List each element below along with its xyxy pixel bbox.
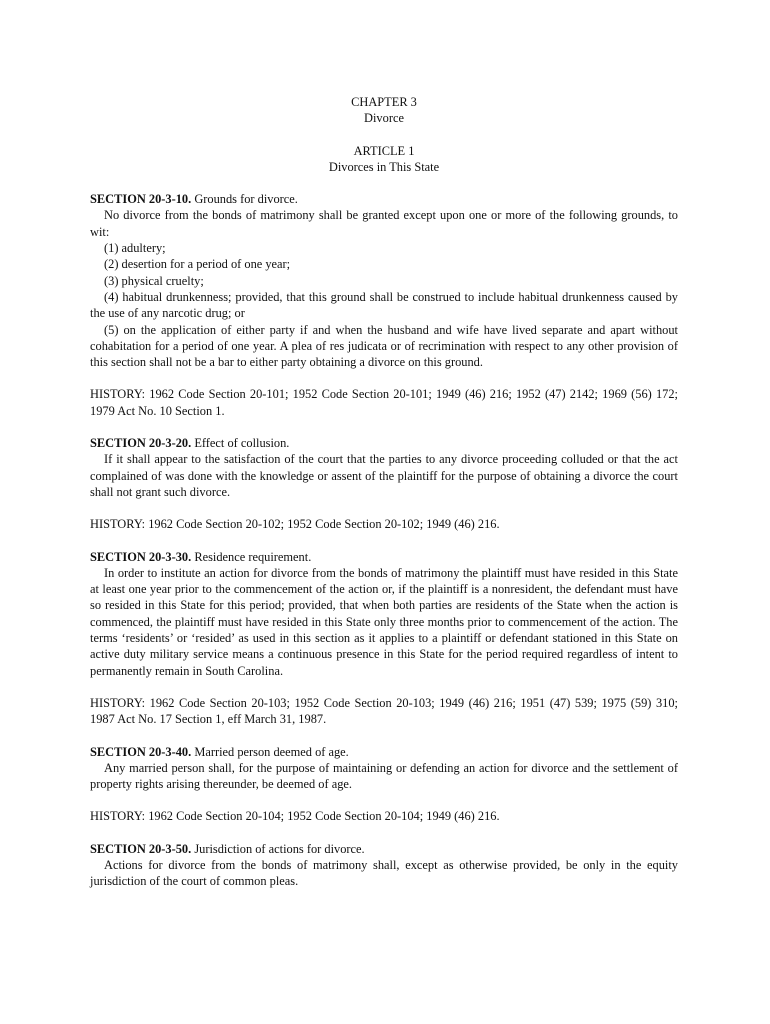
chapter-title: Divorce xyxy=(364,111,404,126)
section-title: Effect of collusion. xyxy=(194,436,290,451)
list-item: (4) habitual drunkenness; provided, that this ground shall be construed to include habitual drunkenness caused by the use of any narcotic drug; or xyxy=(90,289,678,321)
section-heading xyxy=(90,191,678,207)
section-title: Residence requirement. xyxy=(194,549,312,564)
section-number: SECTION 20-3-30. xyxy=(90,549,192,564)
article-heading xyxy=(90,143,678,176)
history-note: HISTORY: 1962 Code Section 20-104; 1952 Code Section 20-104; 1949 (46) 216. xyxy=(90,809,500,824)
section-title: Jurisdiction of actions for divorce. xyxy=(194,841,365,856)
section-number: SECTION 20-3-10. xyxy=(90,192,192,207)
section-paragraph: If it shall appear to the satisfaction of the court that the parties to any divorce proceeding colluded or that the act complained of was done with the knowledge or assent of the plaintiff for the purpose of obtaining a divorce the court shall not grant such divorce. xyxy=(90,452,678,499)
chapter-number: CHAPTER 3 xyxy=(351,95,417,109)
section-number: SECTION 20-3-40. xyxy=(90,744,192,759)
section-20-3-50 xyxy=(90,841,678,890)
history-note: HISTORY: 1962 Code Section 20-103; 1952 Code Section 20-103; 1949 (46) 216; 1951 (47) 539; 1975 (59) 310; 1987 Act No. 17 Section 1, eff March 31, 1987. xyxy=(90,695,678,727)
section-title: Grounds for divorce. xyxy=(194,192,298,207)
list-item: (2) desertion for a period of one year; xyxy=(104,257,291,272)
section-20-3-30 xyxy=(90,549,678,728)
section-paragraph: Any married person shall, for the purpose of maintaining or defending an action for divorce and the settlement of property rights arising thereunder, be deemed of age. xyxy=(90,760,678,792)
section-title: Married person deemed of age. xyxy=(194,744,349,759)
list-item: (3) physical cruelty; xyxy=(104,273,204,288)
section-number: SECTION 20-3-50. xyxy=(90,841,192,856)
chapter-heading xyxy=(90,94,678,127)
section-paragraph: In order to institute an action for divorce from the bonds of matrimony the plaintiff must have resided in this State at least one year prior to the commencement of the action or, if the plaintiff is a nonresident, the defendant must have so resided in this State for this period; provided, that when both parties are residents of the State when the action is commenced, the plaintiff must have resided in this State only three months prior to commencement of the action. The terms ‘residents’ or ‘resided’ as used in this section as it applies to a plaintiff or defendant stationed in this State on active duty military service means a continuous presence in this State for the period required regardless of intent to permanently remain in South Carolina. xyxy=(90,565,678,678)
history-note: HISTORY: 1962 Code Section 20-102; 1952 Code Section 20-102; 1949 (46) 216. xyxy=(90,517,500,532)
list-item: (5) on the application of either party if and when the husband and wife have lived separate and apart without cohabitation for a period of one year. A plea of res judicata or of recrimination with respect to any other provision of this section shall not be a bar to either party obtaining a divorce on this ground. xyxy=(90,322,678,370)
article-number: ARTICLE 1 xyxy=(353,143,415,158)
list-item: (1) adultery; xyxy=(104,241,166,256)
section-number: SECTION 20-3-20. xyxy=(90,436,192,451)
section-heading xyxy=(90,435,678,451)
section-20-3-40 xyxy=(90,744,678,825)
section-paragraph: No divorce from the bonds of matrimony shall be granted except upon one or more of the following grounds, to wit: xyxy=(90,208,678,239)
history-note: HISTORY: 1962 Code Section 20-101; 1952 Code Section 20-101; 1949 (46) 216; 1952 (47) 2142; 1969 (56) 172; 1979 Act No. 10 Section 1. xyxy=(90,387,678,418)
document-page xyxy=(90,94,678,890)
section-20-3-10 xyxy=(90,191,678,419)
section-heading xyxy=(90,744,678,760)
section-20-3-20 xyxy=(90,435,678,532)
section-heading xyxy=(90,549,678,565)
article-title: Divorces in This State xyxy=(328,159,440,174)
section-heading xyxy=(90,841,678,857)
section-paragraph: Actions for divorce from the bonds of matrimony shall, except as otherwise provided, be only in the equity jurisdiction of the court of common pleas. xyxy=(90,857,678,889)
